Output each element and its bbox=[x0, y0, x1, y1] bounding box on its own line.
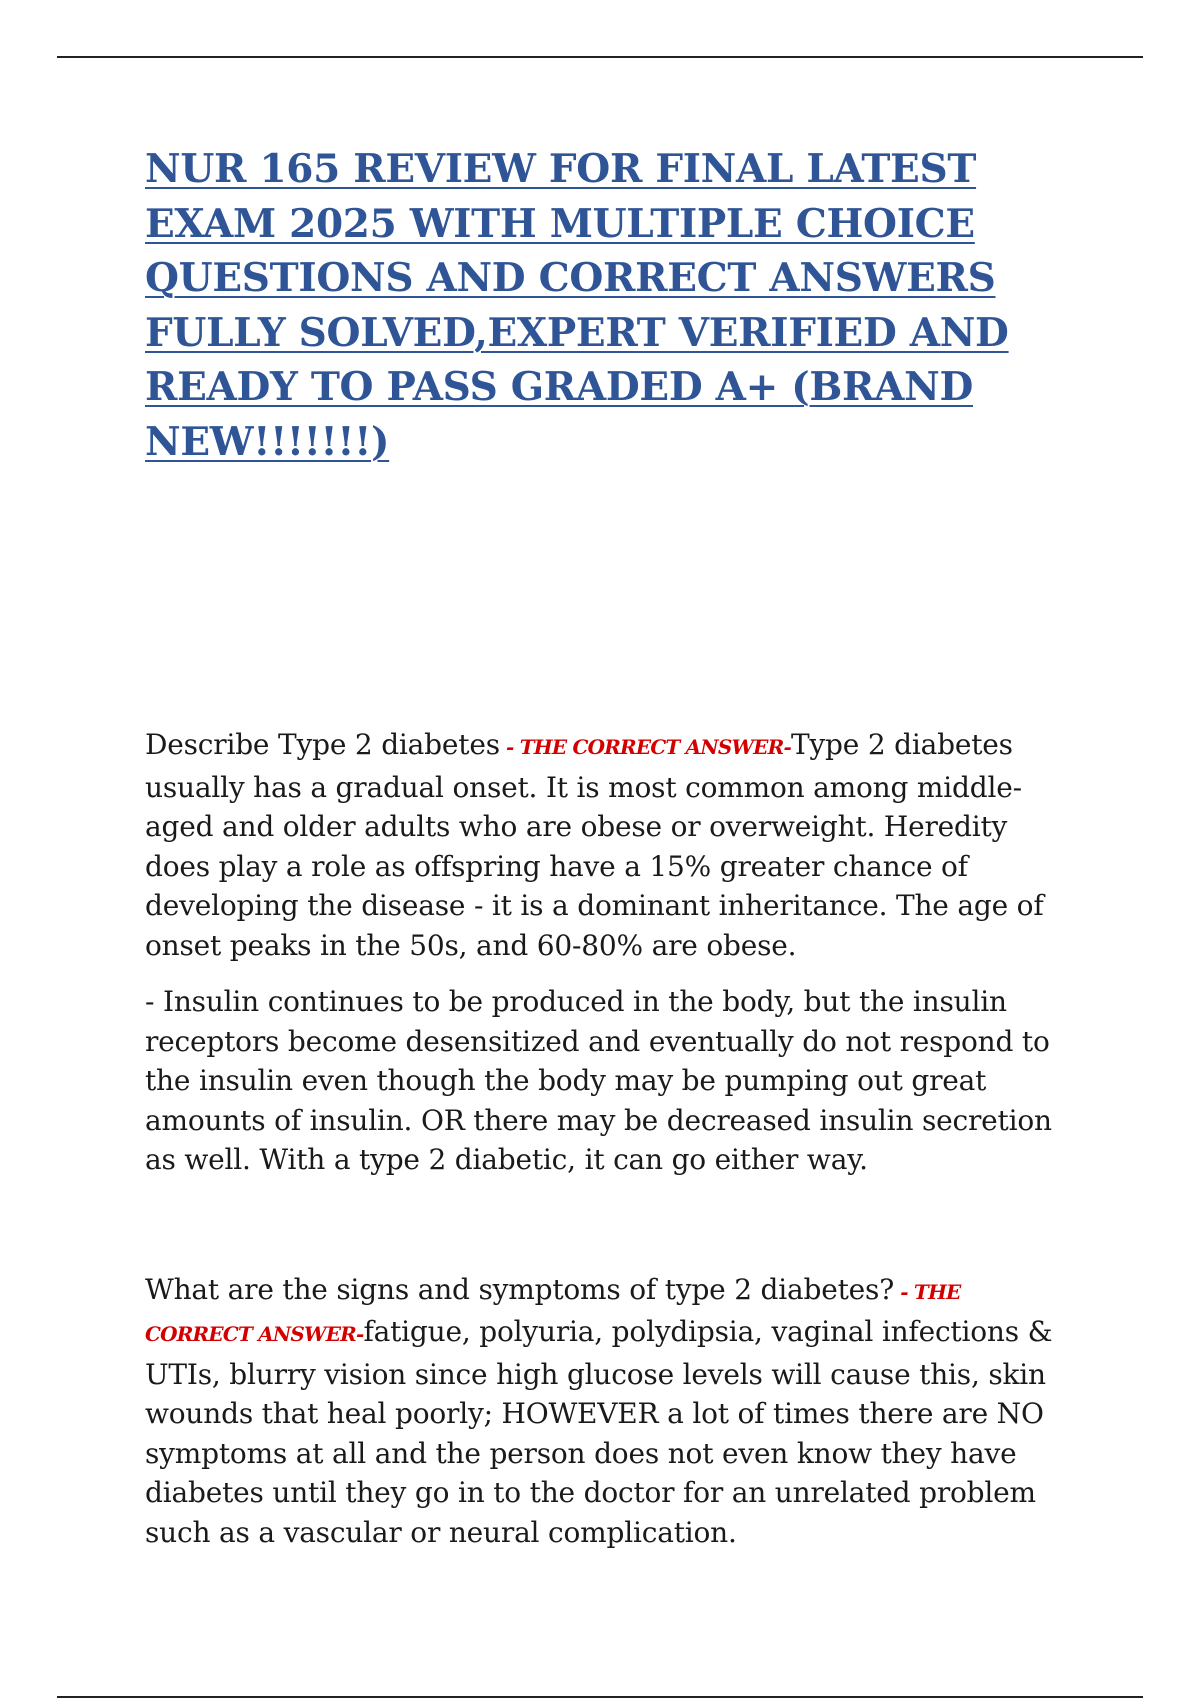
answer-continued-text: - Insulin continues to be produced in the body, but the insulin receptors become desensitized and eventually do not respond to the insulin even though the body may be pumping out great amounts of insulin. OR there may be decreased insulin secretion as well. With a type 2 diabetic, it can go either way. bbox=[145, 985, 1052, 1176]
qa-content bbox=[145, 725, 1065, 1552]
qa-paragraph bbox=[145, 1270, 1065, 1553]
qa-item-type2-symptoms bbox=[145, 1270, 1065, 1553]
correct-answer-label: - THE CORRECT ANSWER- bbox=[145, 1279, 961, 1346]
question-text: What are the signs and symptoms of type 2 diabetes? bbox=[145, 1272, 895, 1306]
qa-paragraph bbox=[145, 725, 1065, 965]
bottom-rule bbox=[57, 1696, 1143, 1698]
question-text: Describe Type 2 diabetes bbox=[145, 728, 500, 761]
answer-text: fatigue, polyuria, polydipsia, vaginal infections & UTIs, blurry vision since high glucose levels will cause this, skin wounds that heal poorly; HOWEVER a lot of times there are NO symptoms at all and the person does not even know they have diabetes until they go in to the doctor for an unrelated problem such as a vascular or neural complication. bbox=[145, 1315, 1053, 1549]
correct-answer-label: - THE CORRECT ANSWER- bbox=[499, 735, 791, 759]
qa-item-type2-description bbox=[145, 725, 1065, 1180]
top-rule bbox=[57, 56, 1143, 58]
answer-text: Type 2 diabetes usually has a gradual onset. It is most common among middle-aged and older adults who are obese or overweight. Heredity does play a role as offspring have a 15% greater chance of developing the disease - it is a dominant inheritance. The age of onset peaks in the 50s, and 60-80% are obese. bbox=[145, 728, 1044, 962]
document-title: NUR 165 REVIEW FOR FINAL LATEST EXAM 2025 WITH MULTIPLE CHOICE QUESTIONS AND CORRECT ANSWERS FULLY SOLVED,EXPERT VERIFIED AND READY TO PASS GRADED A+ (BRAND NEW!!!!!!!) bbox=[145, 146, 1009, 465]
